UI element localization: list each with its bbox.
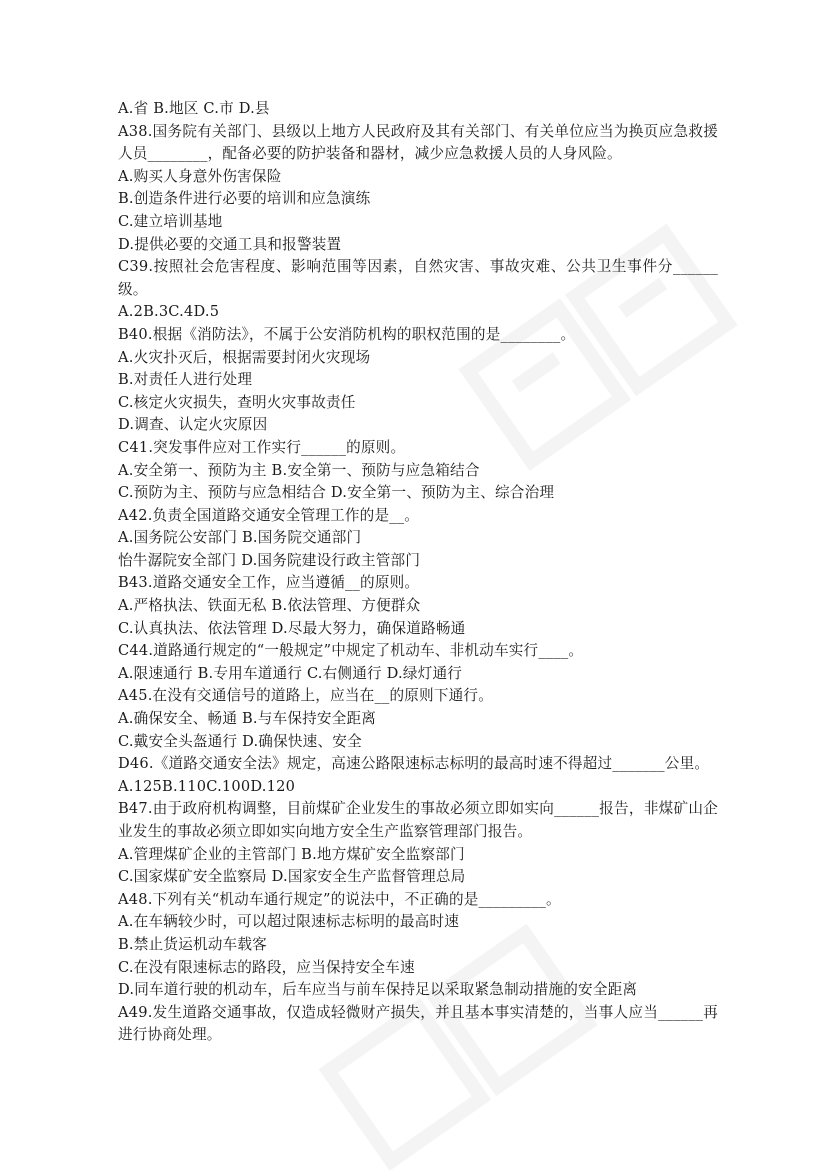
options-39: A.2B.3C.4D.5 [118,303,220,321]
options-47-ab: A.管理煤矿企业的主管部门 B.地方煤矿安全监察部门 [118,845,465,863]
option-48-d: D.同车道行驶的机动车，后车应当与前车保持足以采取紧急制动措施的安全距离 [118,981,638,999]
options-42-cd: 怡牛潺院安全部门 D.国务院建设行政主管部门 [118,551,421,569]
option-40-c: C.核定火灾损失，查明火灾事故责任 [118,393,356,411]
option-48-b: B.禁止货运机动车载客 [118,935,267,953]
question-45: A45.在没有交通信号的道路上，应当在__的原则下通行。 [118,687,494,705]
options-43-cd: C.认真执法、依法管理 D.尽最大努力，确保道路畅通 [118,619,466,637]
option-38-d: D.提供必要的交通工具和报警装置 [118,235,342,253]
options-41-ab: A.安全第一、预防为主 B.安全第一、预防与应急箱结合 [118,461,480,479]
question-38: A38.国务院有关部门、县级以上地方人民政府及其有关部门、有关单位应当为换页应急救援人员________，配备必要的防护装备和器材，减少应急救援人员的人身风险。 [118,122,718,163]
option-40-d: D.调查、认定火灾原因 [118,416,268,434]
option-48-a: A.在车辆较少时，可以超过限速标志标明的最高时速 [118,913,460,931]
options-45-ab: A.确保安全、畅通 B.与车保持安全距离 [118,710,377,728]
options-46: A.125B.110C.100D.120 [118,777,296,795]
question-41: C41.突发事件应对工作实行______的原则。 [118,438,406,456]
question-46: D46.《道路交通安全法》规定，高速公路限速标志标明的最高时速不得超过_______公里。 [118,755,710,773]
options-44: A.限速通行 B.专用车道通行 C.右侧通行 D.绿灯通行 [118,664,463,682]
option-40-b: B.对责任人进行处理 [118,371,253,389]
option-38-c: C.建立培训基地 [118,212,223,230]
question-42: A42.负责全国道路交通安全管理工作的是__。 [118,506,420,524]
document-body [118,98,718,1047]
question-47: B47.由于政府机构调整，目前煤矿企业发生的事故必须立即如实向______报告，非煤矿山企业发生的事故必须立即如实向地方安全生产监察管理部门报告。 [118,800,718,840]
options-47-cd: C.国家煤矿安全监察局 D.国家安全生产监督管理总局 [118,868,466,886]
question-40: B40.根据《消防法》，不属于公安消防机构的职权范围的是________。 [118,325,576,343]
question-49: A49.发生道路交通事故，仅造成轻微财产损失，并且基本事实清楚的，当事人应当______再进行协商处理。 [118,1003,718,1044]
option-40-a: A.火灾扑灭后，根据需要封闭火灾现场 [118,348,371,366]
options-43-ab: A.严格执法、铁面无私 B.依法管理、方便群众 [118,597,421,615]
line-1: A.省 B.地区 C.市 D.县 [118,100,270,117]
option-48-c: C.在没有限速标志的路段，应当保持安全车速 [118,958,415,976]
options-45-cd: C.戴安全头盔通行 D.确保快速、安全 [118,732,362,750]
option-38-b: B.创造条件进行必要的培训和应急演练 [118,190,371,208]
question-48: A48.下列有关“机动车通行规定”的说法中，不正确的是_________。 [118,890,561,908]
option-38-a: A.购买人身意外伤害保险 [118,167,282,185]
options-42-ab: A.国务院公安部门 B.国务院交通部门 [118,529,362,547]
question-39: C39.按照社会危害程度、影响范围等因素，自然灾害、事故灾难、公共卫生事件分______级。 [118,258,718,298]
question-44: C44.道路通行规定的“一般规定”中规定了机动车、非机动车实行____。 [118,642,584,660]
question-43: B43.道路交通安全工作，应当遵循__的原则。 [118,574,420,592]
options-41-cd: C.预防为主、预防与应急相结合 D.安全第一、预防为主、综合治理 [118,484,555,502]
